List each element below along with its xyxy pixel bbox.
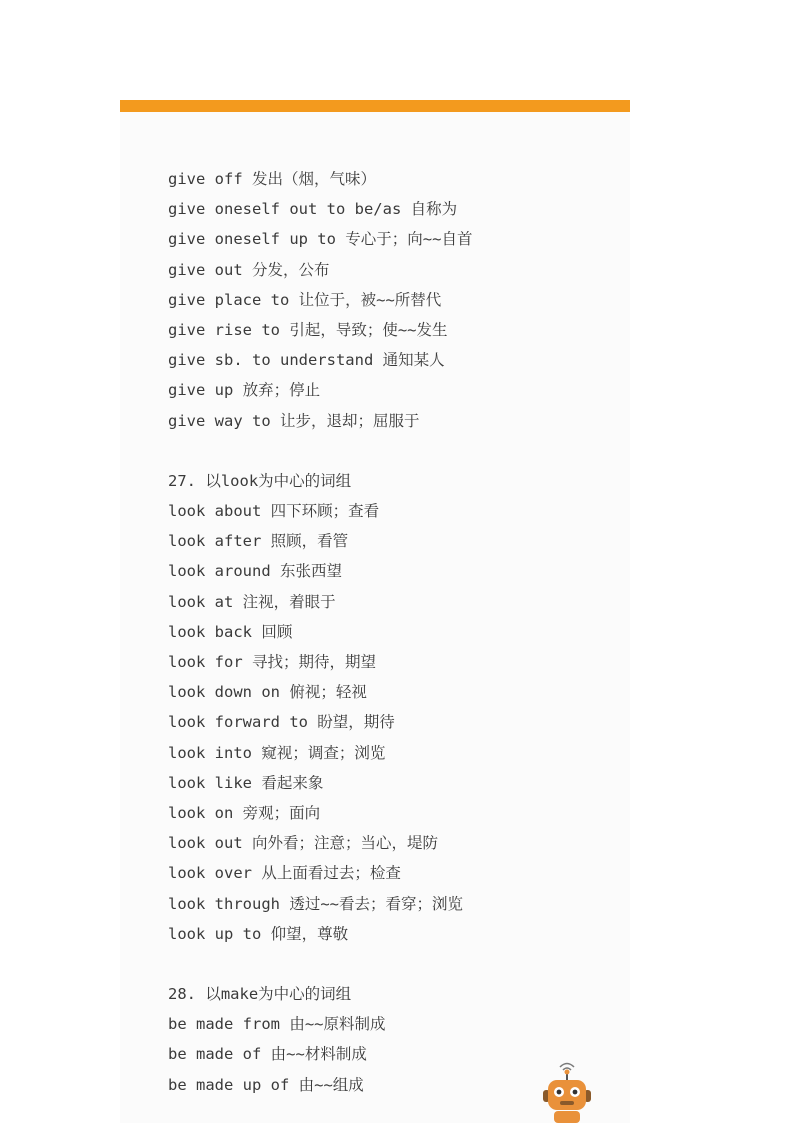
phrase-line: give sb. to understand 通知某人 [168,351,445,370]
phrase-line: look over 从上面看过去；检查 [168,864,401,883]
phrase-list [168,164,608,1100]
phrase-line: look through 透过~~看去；看穿；浏览 [168,894,463,913]
phrase-line: give off 发出（烟，气味） [168,170,376,188]
phrase-line: look for 寻找；期待，期望 [168,653,376,671]
phrase-line: look down on 俯视；轻视 [168,683,367,702]
phrase-line: be made from 由~~原料制成 [168,1015,386,1034]
section-spacer [168,949,608,979]
phrase-line: give up 放弃；停止 [168,381,321,400]
phrase-line: look on 旁观；面向 [168,803,321,822]
section-heading: 28. 以make为中心的词组 [168,985,352,1004]
phrase-line: look about 四下环顾；查看 [168,502,380,521]
phrase-line: look at 注视，着眼于 [168,592,336,611]
phrase-line: look like 看起来象 [168,773,324,792]
phrase-line: be made up of 由~~组成 [168,1075,364,1094]
section-spacer [168,436,608,466]
phrase-line: look forward to 盼望，期待 [168,713,395,732]
header-accent-bar [120,100,630,112]
phrase-line: give out 分发，公布 [168,260,330,279]
phrase-line: give way to 让步，退却；屈服于 [168,411,420,430]
phrase-line: look around 东张西望 [168,562,342,581]
section-heading: 27. 以look为中心的词组 [168,471,352,490]
phrase-line: give place to 让位于，被~~所替代 [168,290,442,309]
phrase-line: give rise to 引起，导致；使~~发生 [168,320,448,339]
robot-mascot-icon [540,1058,594,1123]
phrase-line: give oneself out to be/as 自称为 [168,200,458,219]
phrase-line: look up to 仰望，尊敬 [168,924,349,943]
phrase-line: look after 照顾，看管 [168,532,349,551]
phrase-line: look back 回顾 [168,622,293,641]
phrase-line: give oneself up to 专心于；向~~自首 [168,230,473,249]
phrase-line: look out 向外看；注意；当心，堤防 [168,834,438,853]
phrase-line: be made of 由~~材料制成 [168,1045,367,1064]
phrase-line: look into 窥视；调查；浏览 [168,743,386,762]
